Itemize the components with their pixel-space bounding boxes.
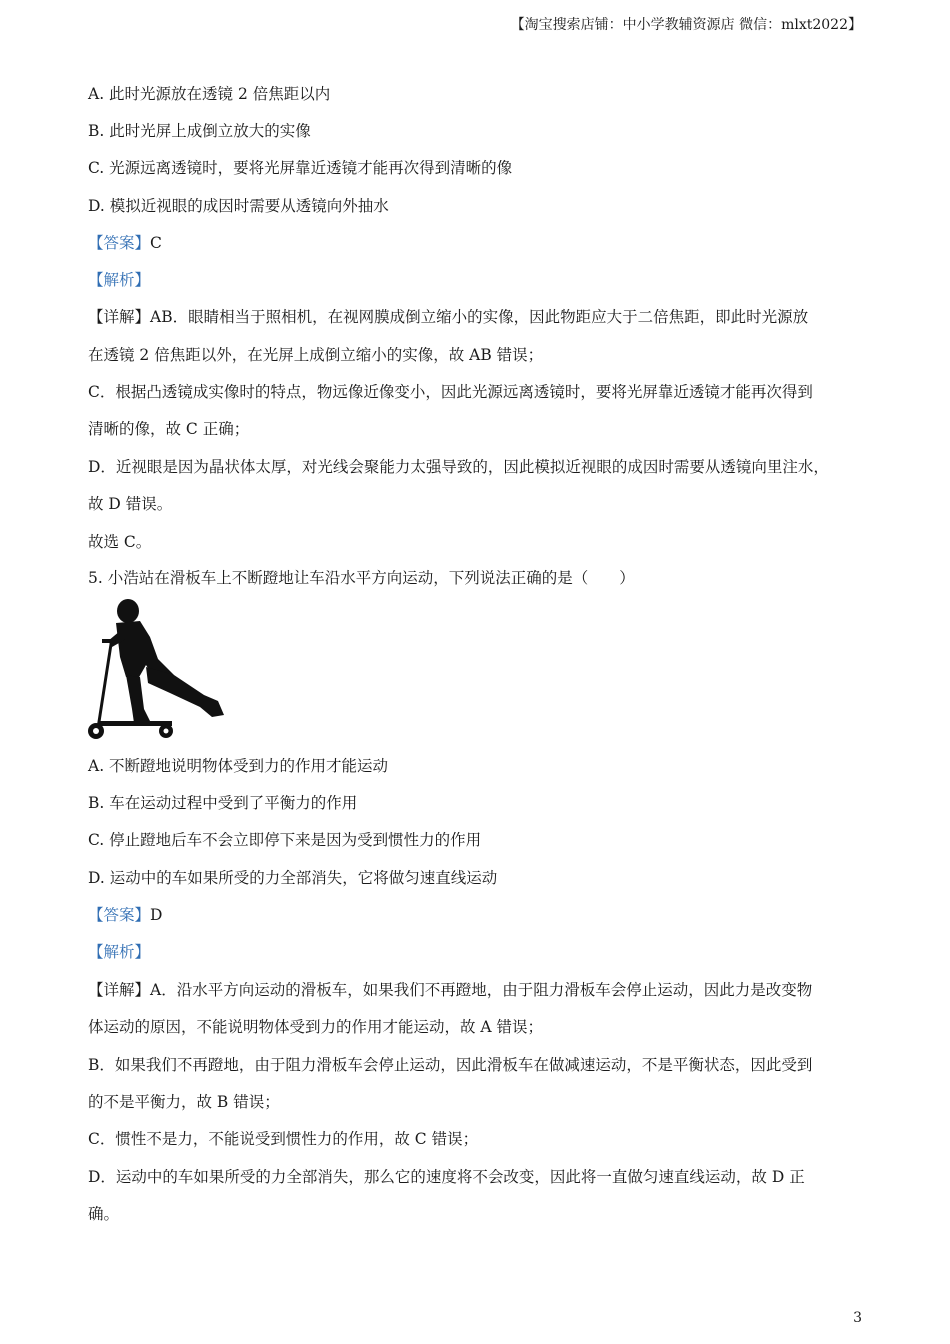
detail-tag: 【详解】 (88, 308, 151, 326)
q5-stem: 5. 小浩站在滑板车上不断蹬地让车沿水平方向运动，下列说法正确的是（ ） (88, 569, 635, 587)
q4-answer (88, 231, 162, 253)
detail-text: A．沿水平方向运动的滑板车，如果我们不再蹬地，由于阻力滑板车会停止运动，因此力是改变物 (150, 981, 813, 999)
q4-detail-line: 故 D 错误。 (88, 495, 173, 513)
q5-option-a: A. 不断蹬地说明物体受到力的作用才能运动 (88, 757, 389, 775)
detail-tag: 【详解】 (88, 981, 151, 999)
detail-text: AB．眼睛相当于照相机，在视网膜成倒立缩小的实像，因此物距应大于二倍焦距，即此时光源放 (150, 308, 809, 326)
q5-answer (88, 903, 162, 925)
q4-option-a: A. 此时光源放在透镜 2 倍焦距以内 (88, 85, 331, 103)
q4-detail-line: 清晰的像，故 C 正确； (88, 420, 250, 438)
q4-detail-line: C．根据凸透镜成实像时的特点，物远像近像变小，因此光源远离透镜时，要将光屏靠近透镜才能再次得到 (88, 383, 813, 401)
page-header: 【淘宝搜索店铺：中小学教辅资源店 微信：mlxt2022】 (510, 17, 862, 33)
answer-tag: 【答案】 (88, 906, 151, 924)
q5-option-b: B. 车在运动过程中受到了平衡力的作用 (88, 794, 358, 812)
q5-detail-line: 的不是平衡力，故 B 错误； (88, 1093, 280, 1111)
q4-analysis-tag: 【解析】 (88, 271, 151, 289)
q5-detail-line (88, 978, 812, 1000)
page-number: 3 (853, 1310, 862, 1326)
answer-tag: 【答案】 (88, 234, 151, 252)
q4-option-d: D. 模拟近视眼的成因时需要从透镜向外抽水 (88, 197, 389, 215)
q5-detail-line: B．如果我们不再蹬地，由于阻力滑板车会停止运动，因此滑板车在做减速运动，不是平衡状态，因此受到 (88, 1056, 813, 1074)
q5-option-d: D. 运动中的车如果所受的力全部消失，它将做匀速直线运动 (88, 869, 498, 887)
q4-detail-line: D．近视眼是因为晶状体太厚，对光线会聚能力太强导致的，因此模拟近视眼的成因时需要从透镜向里注水， (88, 458, 829, 476)
scooter-rider-silhouette-icon (86, 597, 228, 743)
q5-detail-line: 确。 (88, 1205, 120, 1223)
q4-detail-line (88, 305, 808, 327)
q4-conclusion: 故选 C。 (88, 533, 152, 551)
q4-option-b: B. 此时光屏上成倒立放大的实像 (88, 122, 311, 140)
q5-detail-line: C．惯性不是力，不能说受到惯性力的作用，故 C 错误； (88, 1130, 479, 1148)
q5-option-c: C. 停止蹬地后车不会立即停下来是因为受到惯性力的作用 (88, 831, 482, 849)
q5-analysis-tag: 【解析】 (88, 943, 151, 961)
answer-value: D (150, 906, 163, 924)
answer-value: C (150, 234, 162, 252)
q5-detail-line: 体运动的原因，不能说明物体受到力的作用才能运动，故 A 错误； (88, 1018, 544, 1036)
q4-option-c: C. 光源远离透镜时，要将光屏靠近透镜才能再次得到清晰的像 (88, 159, 513, 177)
q4-detail-line: 在透镜 2 倍焦距以外，在光屏上成倒立缩小的实像，故 AB 错误； (88, 346, 544, 364)
q5-detail-line: D．运动中的车如果所受的力全部消失，那么它的速度将不会改变，因此将一直做匀速直线运动，故 D 正 (88, 1168, 805, 1186)
